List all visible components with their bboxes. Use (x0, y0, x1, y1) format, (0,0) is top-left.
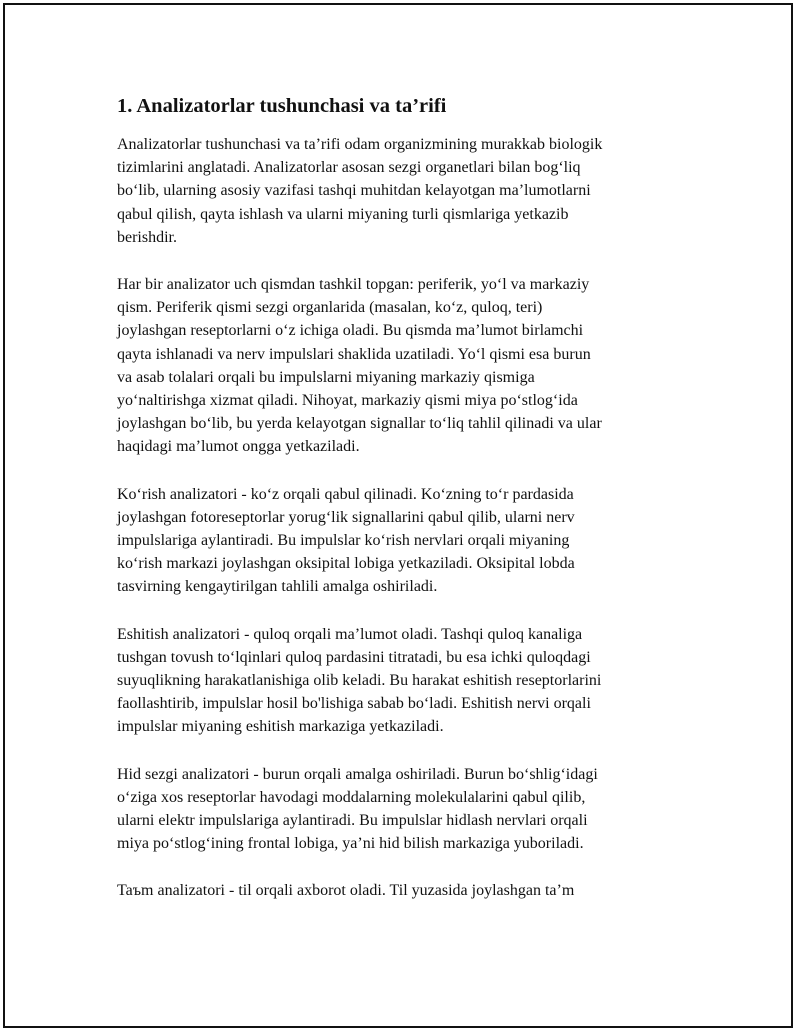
text-line: Analizatorlar tushunchasi va ta’rifi odam organizmining murakkab biologik (117, 136, 603, 153)
text-line: Ko‘rish analizatori - ko‘z orqali qabul qilinadi. Ko‘zning to‘r pardasida (117, 485, 574, 503)
paragraph-taste (117, 879, 687, 902)
text-line: tushgan tovush to‘lqinlari quloq pardasini titratadi, bu esa ichki quloqdagi (117, 648, 591, 666)
paragraph-hearing (117, 623, 687, 739)
paragraph-smell (117, 763, 687, 856)
text-line: haqidagi ma’lumot ongga yetkaziladi. (117, 438, 360, 456)
text-line: Hid sezgi analizatori - burun orqali amalga oshiriladi. Burun bo‘shlig‘idagi (117, 765, 598, 783)
text-line: berishdir. (117, 228, 177, 246)
section-title: 1. Analizatorlar tushunchasi va ta’rifi (117, 95, 447, 117)
text-line: tizimlarini anglatadi. Analizatorlar asosan sezgi organetlari bilan bog‘liq (117, 159, 581, 177)
text-line: impulslar miyaning eshitish markaziga yetkaziladi. (117, 718, 444, 736)
text-line: ko‘rish markazi joylashgan oksipital lobiga yetkaziladi. Oksipital lobda (117, 555, 575, 573)
text-line: faollashtirib, impulslar hosil bo'lishiga sabab bo‘ladi. Eshitish nervi orqali (117, 695, 591, 713)
text-line: Taъm analizatori - til orqali axborot oladi. Til yuzasida joylashgan ta’m (117, 882, 575, 900)
paragraph-structure (117, 273, 687, 459)
text-line: o‘ziga xos reseptorlar havodagi moddalarning molekulalarini qabul qilib, (117, 788, 586, 806)
text-line: qabul qilish, qayta ishlash va ularni miyaning turli qismlariga yetkazib (117, 205, 569, 223)
text-line: bo‘lib, ularning asosiy vazifasi tashqi muhitdan kelayotgan ma’lumotlarni (117, 182, 591, 200)
text-line: joylashgan bo‘lib, bu yerda kelayotgan signallar to‘liq tahlil qilinadi va ular (117, 415, 602, 433)
paragraph-intro (117, 133, 687, 249)
text-line: ularni elektr impulslariga aylantiradi. Bu impulslar hidlash nervlari orqali (117, 812, 588, 830)
text-line: impulslariga aylantiradi. Bu impulslar ko‘rish nervlari orqali miyaning (117, 532, 570, 550)
text-line: joylashgan reseptorlarni o‘z ichiga oladi. Bu qismda ma’lumot birlamchi (117, 322, 584, 340)
paragraph-vision (117, 483, 687, 599)
text-line: Har bir analizator uch qismdan tashkil topgan: periferik, yo‘l va markaziy (117, 276, 590, 294)
text-line: va asab tolalari orqali bu impulslarni miyaning markaziy qismiga (117, 368, 535, 386)
text-line: qayta ishlanadi va nerv impulslari shaklida uzatiladi. Yo‘l qismi esa burun (117, 345, 591, 363)
text-line: suyuqlikning harakatlanishiga olib keladi. Bu harakat eshitish reseptorlarini (117, 672, 602, 690)
text-line: miya po‘stlog‘ining frontal lobiga, ya’ni hid bilish markaziga yuboriladi. (117, 835, 584, 853)
text-line: qism. Periferik qismi sezgi organlarida (masalan, ko‘z, quloq, teri) (117, 299, 543, 317)
text-line: joylashgan fotoreseptorlar yorug‘lik signallarini qabul qilib, ularni nerv (117, 508, 575, 526)
document-body (117, 93, 687, 927)
text-line: tasvirning kengaytirilgan tahlili amalga oshiriladi. (117, 578, 438, 596)
text-line: yo‘naltirishga xizmat qiladi. Nihoyat, markaziy qismi miya po‘stlog‘ida (117, 392, 578, 410)
text-line: Eshitish analizatori - quloq orqali ma’lumot oladi. Tashqi quloq kanaliga (117, 625, 583, 643)
